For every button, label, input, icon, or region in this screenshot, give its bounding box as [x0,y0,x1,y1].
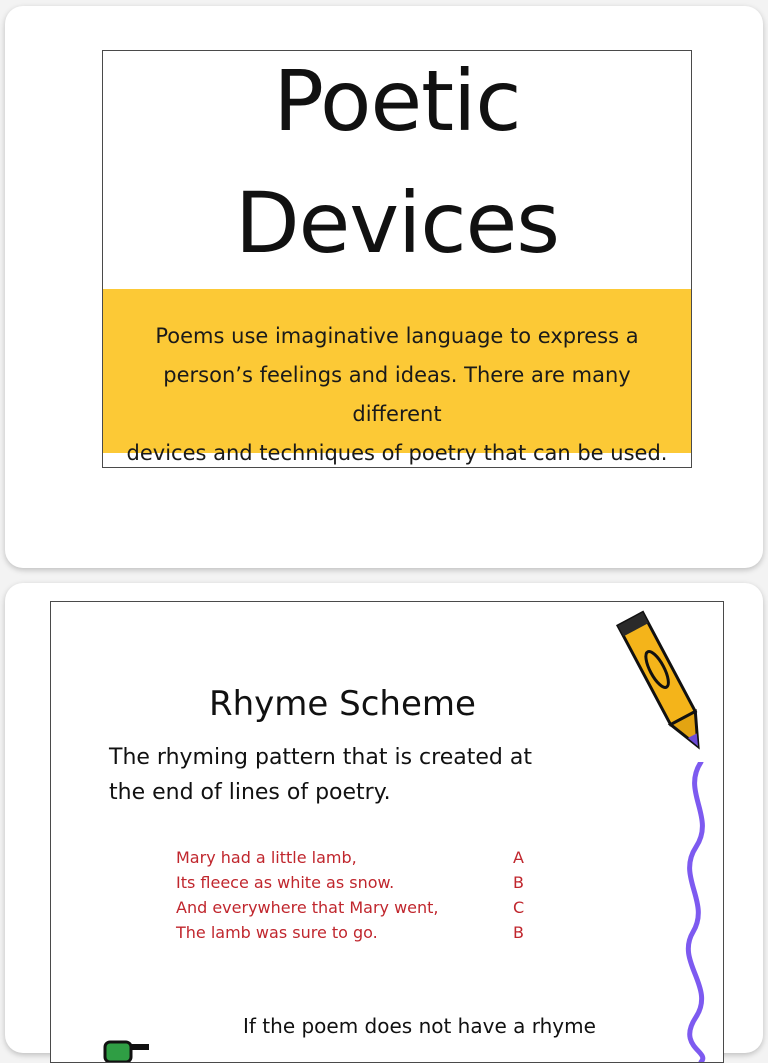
description-band [103,289,691,465]
definition-line: the end of lines of poetry. [109,780,391,805]
slide-card-1[interactable] [5,6,763,568]
slide-heading: Rhyme Scheme [209,684,476,724]
poem-row [176,920,543,945]
rhyme-code: C [513,898,525,917]
rhyme-scheme-slide [50,601,724,1063]
description-line: Poems use imaginative language to express a [155,324,639,348]
poem-line: The lamb was sure to go. [176,923,378,942]
note-text: If the poem does not have a rhyme [243,1014,596,1038]
poem-line: Mary had a little lamb, [176,848,357,867]
rhyme-code: A [513,848,524,867]
poem-row [176,895,543,920]
description-line: devices and techniques of poetry that can be used. [126,441,668,465]
poem-row [176,845,543,870]
poem-line: Its fleece as white as snow. [176,873,395,892]
squiggle-line [671,762,721,1062]
example-poem [176,845,543,945]
slide-title-line-1: Poetic [273,52,521,150]
rhyme-code: B [513,923,524,942]
poem-line: And everywhere that Mary went, [176,898,439,917]
rhyme-code: B [513,873,524,892]
slide-card-2[interactable] [5,583,763,1053]
poetic-devices-slide [102,50,692,468]
poem-row [176,870,543,895]
description-line: person’s feelings and ideas. There are many different [163,363,631,426]
slide-title-line-2: Devices [234,174,560,272]
green-marker-icon [101,1032,151,1062]
definition-text [109,740,629,810]
definition-line: The rhyming pattern that is created at [109,745,532,770]
